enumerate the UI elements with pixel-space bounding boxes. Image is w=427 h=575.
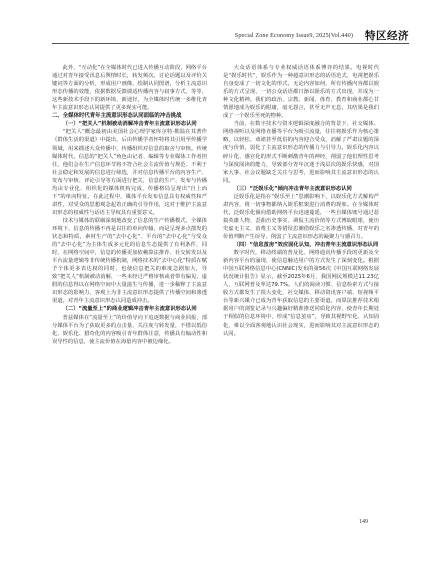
left-column [52, 64, 207, 346]
subsection-heading: （一）“把关人”机制被动消解冲击青年主流意识形态认同 [62, 121, 197, 128]
subsection-heading: （二）“流量至上”的商业逻辑冲击青年主流意识形态认同 [62, 306, 197, 313]
paragraph: 当前，在数字技术与资本逻辑深度融合的背景下，社交媒体、网络视听以及网络直播等平台为吸引流量，往往将娱乐作为核心策略，以轻松、戏谑甚至低俗的内容迎合受众，消解了严肃议题的深度与价值，弱化了主流意识形态的传播力与引导力。娱乐化内容以碎片化、感官化的形式不断刺激青年的神经，削弱了他们理性思考与深度阅读的能力，导致部分青年沉迷于浅层次的娱乐快感，对国家大事、社会议题缺乏关注与思考，进而影响其主流意识形态的认同。 [223, 121, 379, 184]
subsection-heading: （四）“信息茧房”效应固化认知，冲击青年主流意识形态认同 [233, 242, 379, 249]
paragraph: “把关人”概念最初由美国社会心理学家库尔特·勒温在其著作《群体生活的渠道》中提出，后由传播学者怀特将其引用至传播学领域，用来描述大众传播中，传播组织对信息的取舍与审核。传统媒体时代，信息的“把关人”角色由记者、编辑等专业媒体工作者担任，他们会在生产信息环节将不符合社会主流价值与规范、不利于社会稳定和发展的信息进行筛选，并对信息传播平台的内容生产、发布与审核、评论引导等方面进行把关，信息的生产、发布与传播均由专业化、组织化的媒体机构完成，传播格局呈现出“自上而下”的单向特征。在此过程中，媒体平台发布信息具有权威性和严肃性，对受众的思想观念起着正确的引导作用，这对于维护主流意识形态的权威性与话语主导权具有重要意义。 [52, 129, 207, 216]
subsection-heading: （三）“泛娱乐化”倾向冲击青年主流意识形态认同 [233, 185, 352, 192]
paragraph: 此外，“互动化”在全媒体时代已进入传播互动阶段，网络平台通过对青年接受讯息后舆情时长，转发频次，讨论话题以及评价关键词等方面的分析，形成用户画像，绘制认同图谱，分析主流意识形态传播的效能，依据数据反馈调适传播内容与叙事方式，等等，这些新技术手段下的新环境、新途径，为全媒体时代统一多维化青年主流意识形态认同提供了更多现实可能。 [52, 65, 207, 112]
right-column [223, 64, 379, 338]
journal-info: Special Zone Economy Issue9, 2025(Vol.440) [234, 32, 353, 39]
header-rule [52, 43, 409, 44]
page-number: 149 [359, 519, 368, 525]
paragraph: 数字时代，移动终端的普及化、网络通讯传播手段的更新及全新内容平台的涌现，使信息触达用户的方式发生了深刻变化。根据中国互联网络信息中心(CNNIC)发布的第56次《中国互联网络发展状况统计报告》显示，截至2025年6月，我国网民规模达11.23亿人，互联网普及率达79.7%。人们的阅读习惯、信息检索方式与接收方式都发生了很大变化，社交媒体、移动资讯客户端、短视频平台等新兴媒介已成为青年获取信息的主要渠道，而算法推荐技术根据用户的浏览记录与兴趣偏好精准推送同质化内容，使青年长期处于相似的信息环境中，形成“信息茧房”，导致其视野窄化、认知固化，难以全面客观地认识社会现实，进而影响其对主流意识形态的认同。 [223, 250, 379, 337]
paragraph: 大众话语体系与专业权威话语体系博弈的结果。电视时代是“娱乐时代”，娱乐作为一种超意识形态的话语范式，电视把娱乐自身变成了一切文化的形式，无论内容如何，所有传播内容都以娱乐的方式呈现，一切公众话语都日渐以娱乐的方式出现，并成为一种文化精神。我们的政治、宗教、新闻、体育、教育和商业都心甘情愿地成为娱乐的附庸，毫无怨言，甚至无声无息，其结果是我们成了一个娱乐至死的物种。 [223, 65, 379, 120]
section-heading: 二、全媒体时代青年主流意识形态认同面临的冲击挑战 [52, 113, 182, 120]
paragraph: 普兹媒体在“流量至上”的价值导向下追逐数据与商业回报，部分媒体平台为了获取更多的点击量、关注度与转发量，不惜以低俗化、娱乐化、猎奇化的内容吸引青年群体注意，传播具有煽动性和误导性的信息，使主流价值在海量内容中被边缘化。 [52, 314, 207, 345]
journal-logo: 特区经济 [365, 30, 409, 42]
paragraph: 泛娱乐化是指在“娱乐至上”思潮影响下，以娱乐化方式解构严肃内容，将一切事物都纳入娱乐框架进行消费的现象。在全媒体时代，泛娱乐化倾向借助网络平台迅速蔓延，一些自媒体账号通过恶搞英雄人物、歪曲历史事实、调侃主流价值等方式博取眼球，使历史虚无主义、消费主义等错误思潮借娱乐之名渗透传播，对青年的价值判断产生误导，削弱了主流意识形态的凝聚力与感召力。 [223, 193, 379, 240]
paragraph: 技术与媒体的联姻深刻地改变了信息的生产传播模式，全媒体环境下，信息的传播不再是以往的单向传输，而是呈现多点散发的状态和特质，素材生产的“去中心化”、平台的“去中心化”与受众的“去中心化”为主体生成多元化的信息生态提供了有利条件，同时，在网络空间中，信息的传播更加依赖算法推荐、社交转发以及平台流量逻辑等非传统传播机制，网络技术的“去中心化”特质在赋予个体更多表达权的同时，也使信息把关的难度急剧加大，导致“把关人”机制被动消解，一些未经过严格审核或者带有偏见、虚假的信息得以在网络空间中大量滋生与传播，进一步稀释了主流意识形态的影响力，客观上为非主流意识形态提供了传播空间和渗透渠道，对青年主流意识形态认同造成冲击。 [52, 217, 207, 305]
page-header [0, 28, 427, 50]
